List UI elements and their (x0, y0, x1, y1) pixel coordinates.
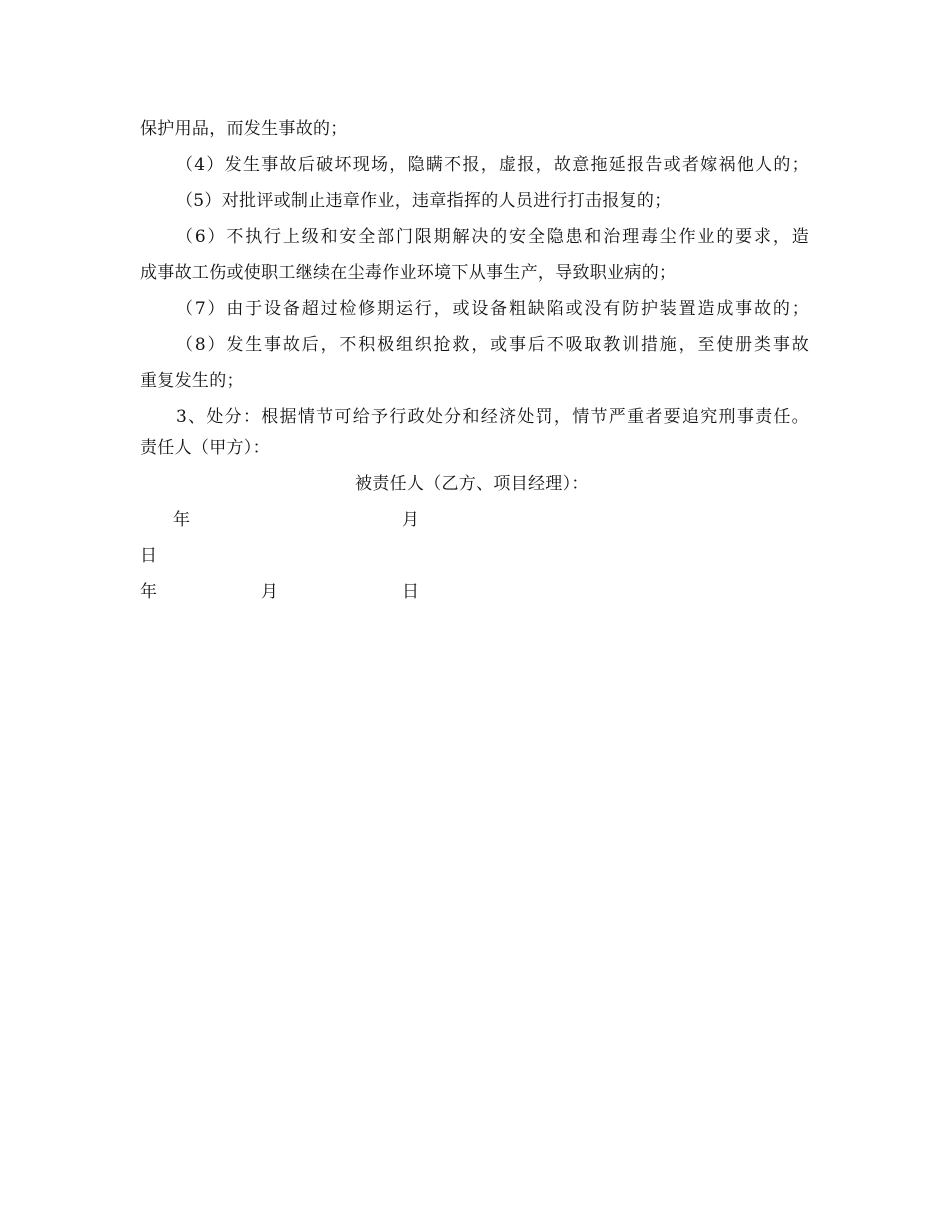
paragraph-line: 保护用品，而发生事故的； (140, 119, 348, 139)
date-b-year: 年 (140, 582, 158, 602)
date-b-day: 日 (402, 582, 420, 602)
list-item-8: （8）发生事故后，不积极组织抢救，或事后不吸取教训措施，至使册类事故 (176, 335, 809, 355)
date-a-month: 月 (402, 510, 420, 530)
list-item-8-continuation: 重复发生的； (140, 371, 244, 391)
party-b-label: 被责任人（乙方、项目经理）： (355, 474, 589, 494)
list-item-7: （7）由于设备超过检修期运行，或设备粗缺陷或没有防护装置造成事故的； (176, 299, 809, 319)
party-a-label: 责任人（甲方）： (140, 438, 270, 458)
date-a-day: 日 (140, 546, 158, 566)
penalty-clause: 3、处分：根据情节可给予行政处分和经济处罚，情节严重者要追究刑事责任。 (176, 407, 809, 427)
list-item-6: （6）不执行上级和安全部门限期解决的安全隐患和治理毒尘作业的要求，造 (176, 227, 809, 247)
list-item-6-continuation: 成事故工伤或使职工继续在尘毒作业环境下从事生产，导致职业病的； (140, 263, 677, 283)
date-b-month: 月 (261, 582, 279, 602)
list-item-4: （4）发生事故后破坏现场，隐瞒不报，虚报，故意拖延报告或者嫁祸他人的； (176, 155, 809, 175)
list-item-5: （5）对批评或制止违章作业，违章指挥的人员进行打击报复的； (176, 191, 672, 211)
date-a-year: 年 (173, 510, 191, 530)
